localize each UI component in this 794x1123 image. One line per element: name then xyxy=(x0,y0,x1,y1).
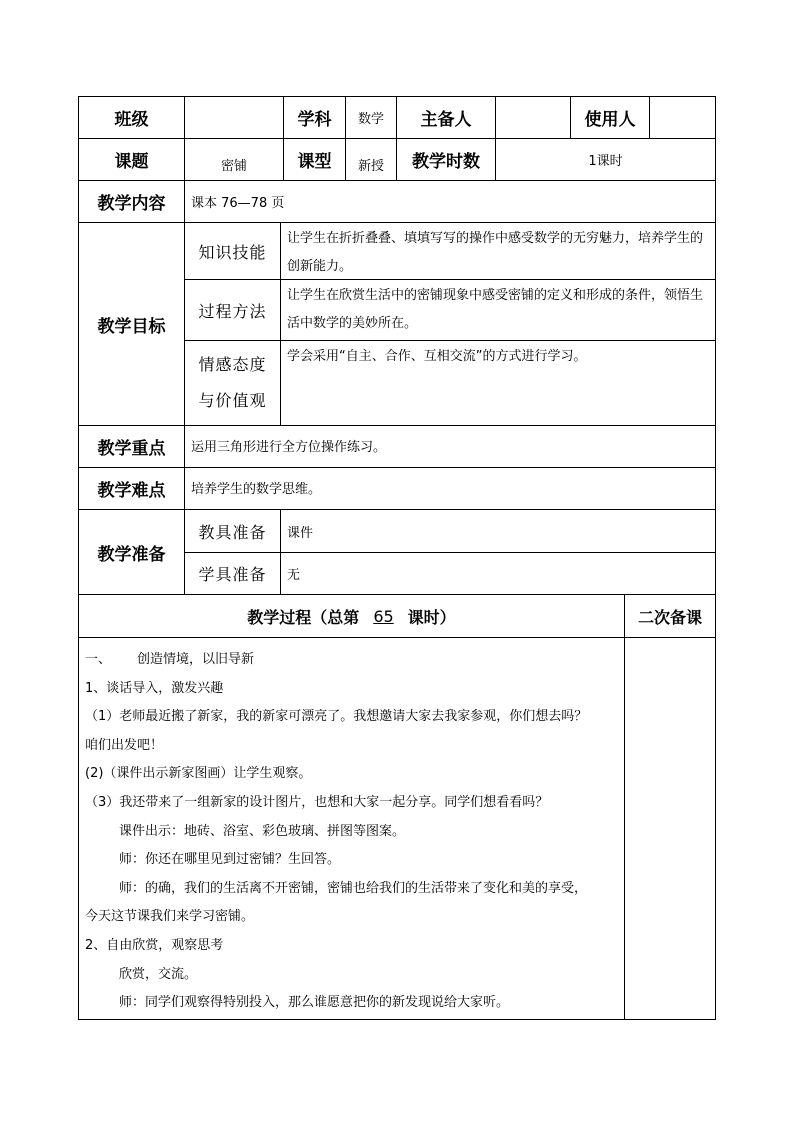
process-body xyxy=(78,637,625,1020)
process-line: 咱们出发吧！ xyxy=(85,737,164,753)
content-label: 教学内容 xyxy=(78,180,185,223)
difficulty-label: 教学难点 xyxy=(78,467,185,510)
teacher-prep-label: 教具准备 xyxy=(184,509,281,553)
process-line: 今天这节课我们来学习密铺。 xyxy=(85,909,255,925)
emotion-label xyxy=(184,340,281,426)
preparer-label: 主备人 xyxy=(396,96,496,139)
key-point-value: 运用三角形进行全方位操作练习。 xyxy=(184,425,716,468)
process-value: 让学生在欣赏生活中的密铺现象中感受密铺的定义和形成的条件，领悟生活中数学的美妙所在。 xyxy=(280,279,716,341)
process-line: 课件出示：地砖、浴室、彩色玻璃、拼图等图案。 xyxy=(119,823,406,839)
difficulty-value: 培养学生的数学思维。 xyxy=(184,467,716,510)
teacher-prep-value: 课件 xyxy=(280,509,716,553)
content-value: 课本 76—78 页 xyxy=(184,180,716,223)
second-prep-label: 二次备课 xyxy=(624,594,716,638)
hours-label: 教学时数 xyxy=(396,138,496,181)
topic-label: 课题 xyxy=(78,138,185,181)
process-title xyxy=(78,594,625,638)
process-line: 1、谈话导入，激发兴趣 xyxy=(85,680,224,696)
process-label: 过程方法 xyxy=(184,279,281,341)
process-line: 2、自由欣赏，观察思考 xyxy=(85,937,224,953)
lesson-number: 65 xyxy=(373,606,394,626)
process-line: （3）我还带来了一组新家的设计图片，也想和大家一起分享。同学们想看看吗？ xyxy=(85,794,549,810)
process-line: 师：的确，我们的生活离不开密铺，密铺也给我们的生活带来了变化和美的享受， xyxy=(119,880,588,896)
process-line: （1）老师最近搬了新家，我的新家可漂亮了。我想邀请大家去我家参观，你们想去吗？ xyxy=(85,709,588,725)
process-line: 创造情境，以旧导新 xyxy=(137,652,255,667)
process-line: 欣赏，交流。 xyxy=(119,966,198,982)
process-line: 一、 xyxy=(85,652,112,667)
student-prep-value: 无 xyxy=(280,552,716,595)
emotion-label-line2: 与价值观 xyxy=(198,391,267,410)
hours-value: 1课时 xyxy=(495,138,716,181)
process-line: 师：同学们观察得特别投入，那么谁愿意把你的新发现说给大家听。 xyxy=(119,995,510,1011)
knowledge-value: 让学生在折折叠叠、填填写写的操作中感受数学的无穷魅力，培养学生的创新能力。 xyxy=(280,222,716,280)
topic-value: 密铺 xyxy=(184,138,284,181)
process-line: 师：你还在哪里见到过密铺？生回答。 xyxy=(119,852,341,868)
user-label: 使用人 xyxy=(570,96,650,139)
process-heading xyxy=(85,646,624,675)
key-point-label: 教学重点 xyxy=(78,425,185,468)
class-value xyxy=(184,96,284,139)
lesson-plan-table xyxy=(78,96,716,1020)
type-label: 课型 xyxy=(283,138,346,181)
process-title-prefix: 教学过程（总第 xyxy=(247,607,360,627)
second-prep-area[interactable] xyxy=(624,637,716,1020)
student-prep-label: 学具准备 xyxy=(184,552,281,595)
goals-label: 教学目标 xyxy=(78,222,185,426)
subject-value: 数学 xyxy=(345,96,397,139)
type-value: 新授 xyxy=(345,138,397,181)
process-line: (2)（课件出示新家图画）让学生观察。 xyxy=(85,766,312,782)
preparer-value xyxy=(495,96,571,139)
preparation-label: 教学准备 xyxy=(78,509,185,595)
emotion-label-line1: 情感态度 xyxy=(198,355,267,374)
knowledge-label: 知识技能 xyxy=(184,222,281,280)
user-value xyxy=(649,96,716,139)
subject-label: 学科 xyxy=(283,96,346,139)
class-label: 班级 xyxy=(78,96,185,139)
emotion-value: 学会采用“自主、合作、互相交流”的方式进行学习。 xyxy=(280,340,716,426)
process-title-suffix: 课时） xyxy=(407,607,456,627)
